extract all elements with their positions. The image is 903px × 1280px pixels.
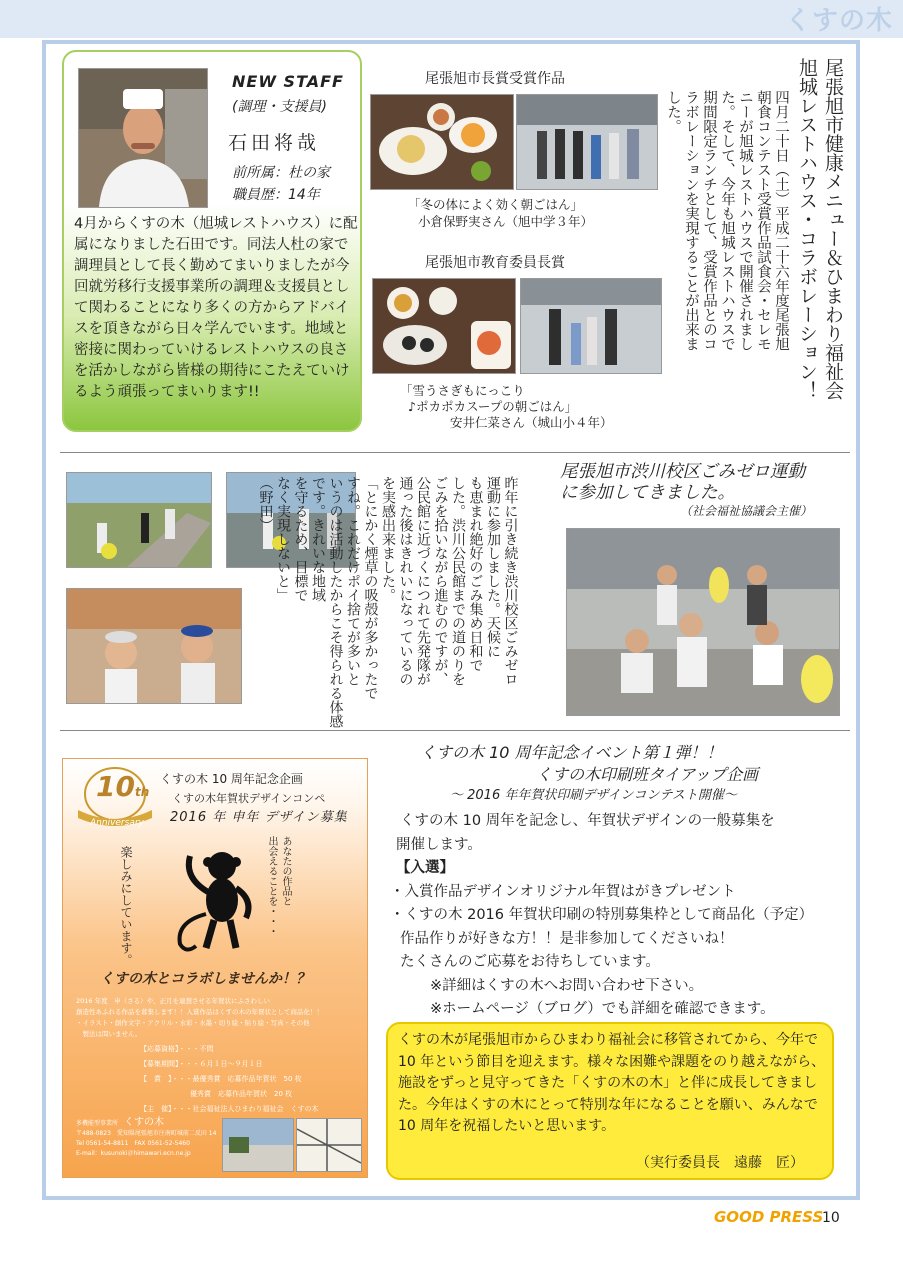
monkey-illustration (170, 848, 262, 958)
collab-title: 尾張旭市健康メニュー＆ひまわり福祉会 旭城レストハウス・コラボレーション！ (796, 58, 844, 400)
poster-left-vert: 楽しみにしています。 (119, 846, 133, 966)
staff-photo (78, 68, 208, 208)
event-title-2: くすの木印刷班タイアップ企画 (536, 765, 759, 784)
staff-years: 職員歴：14年 (232, 187, 320, 203)
event-title-1: くすの木 10 周年記念イベント第１弾！！ (420, 743, 723, 762)
badge-word: Anniversary (90, 818, 144, 828)
cleanup-body: 昨年に引き続き渋川校区ごみゼロ 運動に参加しました。天候に も恵まれ絶好のごみ集め日和で した。渋川公民館までの道のりを ごみを拾いながら進むのですが、 公民館に近づくにつれて先発隊が 通った後はきれいになっているの を実感出来ました。 「とにかく煙草の吸殻が多かったで すね。これだけポイ捨てが多いと いうのは活動したからこそ得られる体感 です。きれいな地域 を守るため、目標で なく実現しないと」 （野田） (257, 476, 519, 728)
cleanup-photo-3 (66, 588, 242, 704)
poster-heading-1: くすの木 10 周年記念企画 (160, 772, 303, 786)
cleanup-title: 尾張旭市渋川校区ごみゼロ運動 に参加してきました。 (560, 462, 805, 503)
award2-food-photo (372, 278, 516, 374)
cleanup-sub: （社会福祉協議会主催） (680, 504, 813, 518)
message-body: くすの木が尾張旭市からひまわり福祉会に移管されてから、今年で 10 年という節目を迎えます。様々な困難や課題をのり越えながら、施設をずっと見守ってきた「くすの木の木」と伴に成長してきました。今年はくすの木にとって特別な年になることを願い、みんなで 10 周年を祝福したいと思います。 (398, 1032, 826, 1134)
staff-body: 4月からくすの木（旭城レストハウス）に配属になりました石田です。同法人杜の家で調理員として長く勤めてまいりましたが今回就労移行支援事業所の調理＆支援員として関わることになり多くの方からアドバイスを頂きながら日々学んでいます。地域と密接に関わっていけるレストハウスの良さを活かしながら皆様の期待にこたえていけるよう頑張ってまいります!! (74, 216, 358, 400)
poster-cta: くすの木とコラボしませんか！？ (100, 971, 310, 987)
award2-title: 尾張旭市教育委員長賞 (425, 255, 565, 271)
cleanup-photo-1 (66, 472, 212, 568)
event-subtitle: ～ 2016 年年賀状印刷デザインコンテスト開催～ (450, 788, 737, 803)
staff-name: 石田将哉 (228, 132, 321, 154)
award2-group-photo (520, 278, 662, 374)
page-number: 10 (822, 1210, 840, 1226)
staff-prev: 前所属：杜の家 (232, 165, 330, 181)
award1-caption-2: 小倉保野実さん（旭中学３年） (418, 214, 594, 229)
poster-building-photo (222, 1118, 294, 1172)
poster-heading-3: 2016 年 申年 デザイン募集 (170, 810, 348, 825)
staff-role: (調理・支援員) (232, 99, 327, 115)
message-signature: （実行委員長 遠藤 匠） (636, 1155, 804, 1171)
award2-caption-1: 「雪うさぎもにっこり (400, 383, 525, 398)
divider-1 (60, 452, 850, 453)
award1-group-photo (516, 94, 658, 190)
collab-body: 四月二十日（土）平成二十六年度尾張旭 朝食コンテスト受賞作品試食会・セレモ ニーが旭城レストハウスで開催されまし た。そして、今年も旭城レストハウスで 期間限定ランチとして、受賞作品とのコ ラボレーションを実現することが出来ま した。 (665, 90, 789, 351)
poster-right-vert: あなたの作品と 出会えることを・・・ (266, 836, 291, 936)
poster-map (296, 1118, 362, 1172)
badge-number: 10th (96, 770, 150, 803)
poster-heading-2: くすの木年賀状デザインコンペ (172, 792, 326, 805)
award1-title: 尾張旭市長賞受賞作品 (425, 71, 565, 87)
event-body: くすの木 10 周年を記念し、年賀状デザインの一般募集を 開催します。 【入選】 ・入賞作品デザインオリジナル年賀はがきプレゼント ・くすの木 2016 年賀状印刷の特別募集枠として商品化（予定） 作品作りが好きな方！！是非参加してくださいね！ たくさんのご応募をお待ちしています。 ※詳細はくすの木へお問い合わせ下さい。 ※ホームページ（ブログ）でも詳細を確認できます。 (390, 813, 814, 1017)
staff-label: NEW STAFF (232, 72, 344, 91)
poster-desc: 2016 年度 申（さる）や、正月を連想させる年賀状にふさわしい 創造性あふれる作品を募集します！！入賞作品はくすの木の年賀状として商品化！！ ・イラスト・創作文字・アクリル・水彩・水墨・切り絵・貼り絵・写真・その他 製法は問いません。 (76, 997, 323, 1038)
award1-food-photo (370, 94, 514, 190)
poster-details: 【応募資格】・・・不問 【募集期間】・・・６月１日～９月１日 【 賞 】・・・最優秀賞 応募作品年賀状 50 枚 優秀賞 応募作品年賀状 20 枚 【主 催】・・・社会福祉法人ひまわり福祉会 くすの木 (140, 1045, 319, 1113)
header-band (0, 0, 903, 38)
award2-caption-2: ♪ポカポカスープの朝ごはん」 (408, 399, 578, 414)
header-logo: くすの木 (784, 6, 893, 36)
cleanup-group-photo (566, 528, 840, 716)
good-press-logo: GOOD PRESS (714, 1208, 824, 1226)
award1-caption-1: 「冬の体によく効く朝ごはん」 (408, 197, 584, 212)
divider-2 (60, 730, 850, 731)
poster-org: 多機能型事業所 くすの木 〒488-0823 愛知県尾張旭市庄南町城前二反田 14 Tel 0561-54-8811 FAX 0561-52-5460 E-mail：kusunoki＠himawari.ecn.ne.jp (76, 1117, 217, 1157)
award2-caption-3: 安井仁菜さん（城山小４年） (450, 415, 613, 430)
